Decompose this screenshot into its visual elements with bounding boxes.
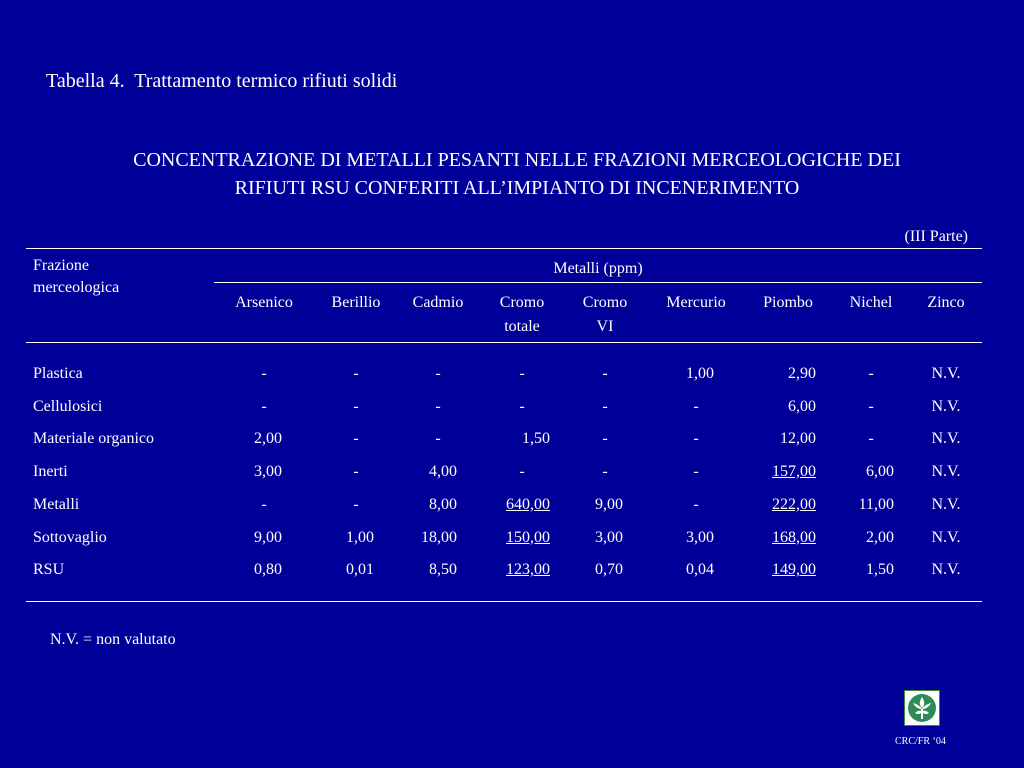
table-cell: 12,00 xyxy=(780,430,816,448)
table-cell: 640,00 xyxy=(506,495,550,513)
part-label: (III Parte) xyxy=(904,228,968,245)
table-cell: N.V. xyxy=(931,528,961,546)
table-cell: - xyxy=(435,397,441,415)
table-cell: 149,00 xyxy=(772,561,816,579)
table-cell: 123,00 xyxy=(506,561,550,579)
table-cell: 0,70 xyxy=(595,561,623,579)
table-cell: - xyxy=(435,365,441,382)
row-header xyxy=(33,255,119,299)
column-header-line-1: Piombo xyxy=(763,294,813,311)
column-header-line-1: Mercurio xyxy=(666,294,726,311)
row-header-line-2: merceologica xyxy=(33,279,120,296)
table-cell: - xyxy=(353,397,359,415)
footnote: N.V. = non valutato xyxy=(50,631,176,648)
heading-line-2: RIFIUTI RSU CONFERITI ALL’IMPIANTO DI INCENERIMENTO xyxy=(234,177,800,199)
table-cell: - xyxy=(602,430,608,448)
row-label: Metalli xyxy=(33,495,80,513)
row-label: Materiale organico xyxy=(33,430,154,448)
column-header-line-1: Cromo xyxy=(582,294,628,311)
table-cell: N.V. xyxy=(931,397,961,415)
column-header-line-2: totale xyxy=(504,318,540,335)
table-cell: - xyxy=(868,365,874,382)
table-cell: 1,00 xyxy=(686,365,714,382)
table-cell: N.V. xyxy=(931,463,961,481)
table-cell: - xyxy=(693,495,699,513)
column-header xyxy=(748,291,828,315)
table-cell: 0,01 xyxy=(346,561,374,579)
column-header xyxy=(906,291,986,315)
table-cell: - xyxy=(261,397,267,415)
table-heading xyxy=(40,146,994,202)
table-cell: 3,00 xyxy=(254,463,282,481)
slide-title: Tabella 4. Trattamento termico rifiuti solidi xyxy=(46,70,398,92)
table-cell: - xyxy=(693,430,699,448)
table-cell: - xyxy=(602,365,608,382)
row-label: Cellulosici xyxy=(33,397,103,415)
table-cell: N.V. xyxy=(931,365,961,382)
table-cell: N.V. xyxy=(931,495,961,513)
row-header-line-1: Frazione xyxy=(33,257,89,274)
table-cell: - xyxy=(353,430,359,448)
table-cell: 168,00 xyxy=(772,528,816,546)
column-header xyxy=(831,291,911,315)
column-header xyxy=(565,291,645,339)
table-cell: 8,50 xyxy=(429,561,457,579)
column-header-line-1: Nichel xyxy=(849,294,893,311)
table-cell: - xyxy=(693,463,699,481)
table-cell: - xyxy=(693,397,699,415)
crc-logo xyxy=(904,690,940,726)
table-cell: 0,04 xyxy=(686,561,714,579)
table-cell: 9,00 xyxy=(254,528,282,546)
table-cell: 2,90 xyxy=(788,365,816,382)
row-label: Sottovaglio xyxy=(33,528,107,546)
table-cell: - xyxy=(868,430,874,448)
column-header-line-1: Zinco xyxy=(927,294,965,311)
table-cell: 1,00 xyxy=(346,528,374,546)
table-cell: - xyxy=(519,397,525,415)
table-cell: 222,00 xyxy=(772,495,816,513)
table-cell: 11,00 xyxy=(858,495,894,513)
table-cell: 6,00 xyxy=(866,463,894,481)
table-cell: 2,00 xyxy=(254,430,282,448)
column-header xyxy=(224,291,304,315)
table-cell: - xyxy=(868,397,874,415)
table-cell: - xyxy=(261,365,267,382)
column-header xyxy=(656,291,736,315)
column-header-line-2: VI xyxy=(596,318,614,335)
table-cell: 4,00 xyxy=(429,463,457,481)
table-cell: - xyxy=(602,397,608,415)
table-cell: 2,00 xyxy=(866,528,894,546)
table-cell: 1,50 xyxy=(866,561,894,579)
column-header-line-1: Berillio xyxy=(331,294,381,311)
table-cell: - xyxy=(353,495,359,513)
table-cell: 150,00 xyxy=(506,528,550,546)
table-cell: - xyxy=(261,495,267,513)
table-cell: 18,00 xyxy=(421,528,457,546)
row-label: Inerti xyxy=(33,463,68,481)
table-cell: 1,50 xyxy=(522,430,550,448)
table-cell: 3,00 xyxy=(595,528,623,546)
table-cell: 8,00 xyxy=(429,495,457,513)
column-header-line-1: Arsenico xyxy=(235,294,293,311)
credit: CRC/FR ‘04 xyxy=(895,736,946,747)
table-cell: 9,00 xyxy=(595,495,623,513)
group-header-rule xyxy=(214,282,982,283)
table-cell: 6,00 xyxy=(788,397,816,415)
table-cell: - xyxy=(353,463,359,481)
row-label: Plastica xyxy=(33,365,83,382)
table-cell: - xyxy=(519,463,525,481)
row-label: RSU xyxy=(33,561,65,579)
metals-table xyxy=(26,248,982,602)
table-cell: - xyxy=(353,365,359,382)
column-header xyxy=(316,291,396,315)
table-cell: 157,00 xyxy=(772,463,816,481)
table-cell: N.V. xyxy=(931,430,961,448)
heading-line-1: CONCENTRAZIONE DI METALLI PESANTI NELLE FRAZIONI MERCEOLOGICHE DEI xyxy=(133,149,901,171)
group-header-metalli: Metalli (ppm) xyxy=(553,260,643,277)
column-header xyxy=(398,291,478,315)
table-cell: - xyxy=(519,365,525,382)
column-header xyxy=(482,291,562,339)
column-header-line-1: Cromo xyxy=(499,294,545,311)
table-cell: 0,80 xyxy=(254,561,282,579)
table-cell: N.V. xyxy=(931,561,961,579)
table-cell: 3,00 xyxy=(686,528,714,546)
header-bottom-rule xyxy=(26,342,982,343)
column-header-line-1: Cadmio xyxy=(412,294,464,311)
table-cell: - xyxy=(602,463,608,481)
table-cell: - xyxy=(435,430,441,448)
